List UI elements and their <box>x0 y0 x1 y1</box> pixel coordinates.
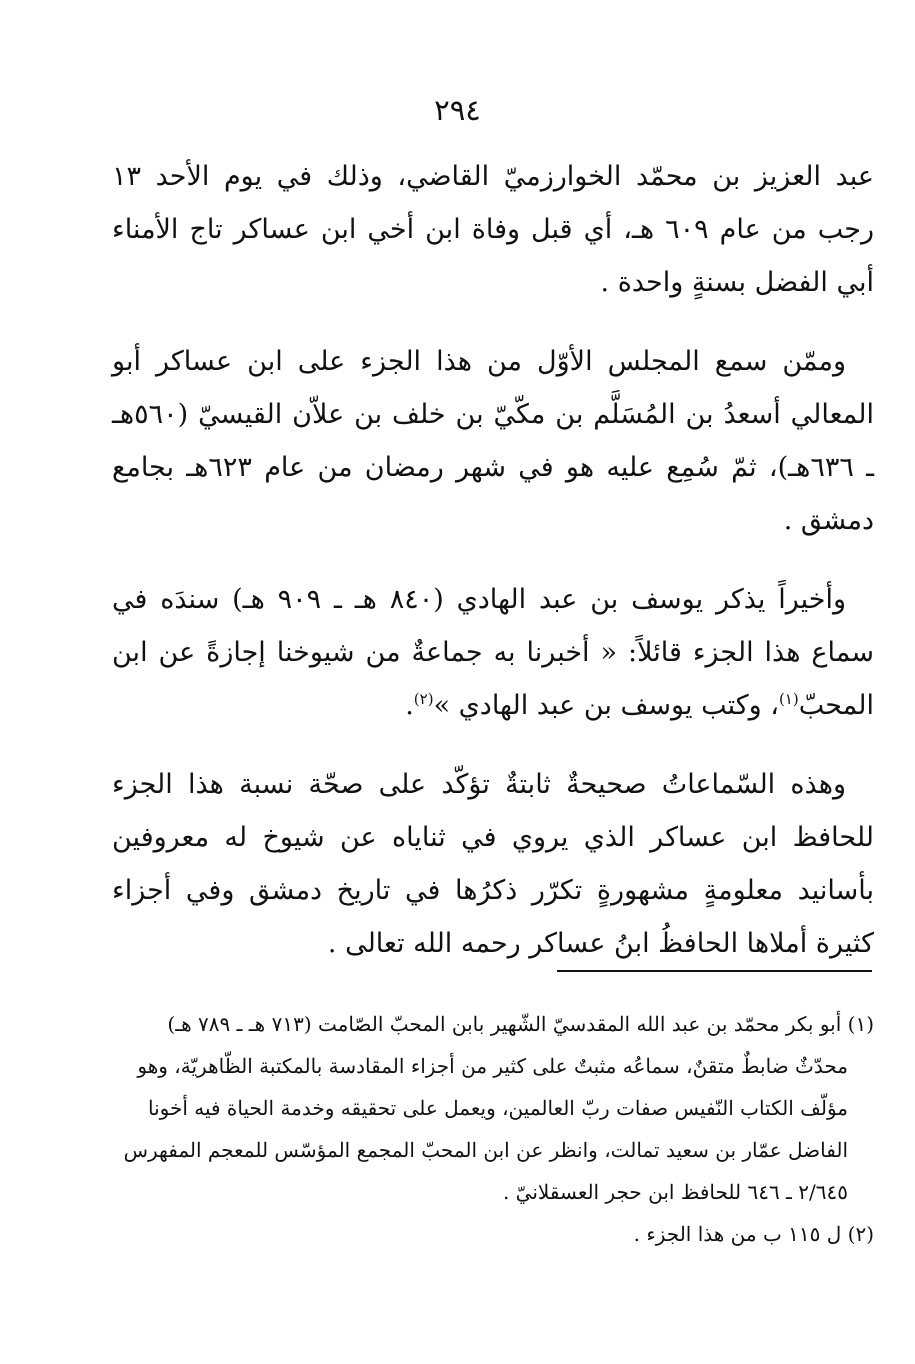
footnote-ref-1: (١) <box>778 690 799 708</box>
footnote-2: (٢) ل ١١٥ ب من هذا الجزء . <box>633 1222 874 1246</box>
paragraph-3-text-c: . <box>405 690 414 721</box>
paragraph-1: عبد العزيز بن محمّد الخوارزميّ القاضي، وذلك في يوم الأحد ١٣ رجب من عام ٦٠٩ هـ، أي قبل وفاة ابن أخي ابن عساكر تاج الأمناء أبي الفضل بسنةٍ واحدة . <box>112 161 874 298</box>
paragraph-3-text-b: ، وكتب يوسف بن عبد الهادي » <box>433 690 779 721</box>
footnotes <box>112 1003 874 1255</box>
paragraph-3 <box>112 573 874 732</box>
footnote-1-line-5: ٢/٦٤٥ ـ ٦٤٦ للحافظ ابن حجر العسقلانيّ . <box>502 1180 848 1204</box>
page-number: ٢٩٤ <box>434 93 481 127</box>
footnote-1-line-2: محدّثٌ ضابطٌ متقنٌ، سماعُه مثبتٌ على كثير من أجزاء المقادسة بالمكتبة الظّاهريّة، وهو <box>137 1054 848 1078</box>
paragraph-4: وهذه السّماعاتُ صحيحةٌ ثابتةٌ تؤكّد على صحّة نسبة هذا الجزء للحافظ ابن عساكر الذي يروي في ثناياه عن شيوخ له معروفين بأسانيد معلومةٍ مشهورةٍ تكرّر ذكرُها في تاريخ دمشق وفي أجزاء كثيرة أملاها الحافظُ ابنُ عساكر رحمه الله تعالى . <box>112 769 874 959</box>
footnote-1-line-4: الفاضل عمّار بن سعيد تمالت، وانظر عن ابن المحبّ المجمع المؤسّس للمعجم المفهرس <box>123 1138 848 1162</box>
footnote-1-line-1: (١) أبو بكر محمّد بن عبد الله المقدسيّ الشّهير بابن المحبّ الصّامت (٧١٣ هـ ـ ٧٨٩ هـ) <box>167 1012 874 1036</box>
paragraph-2: وممّن سمع المجلس الأوّل من هذا الجزء على ابن عساكر أبو المعالي أسعدُ بن المُسَلَّم بن مكّيّ بن خلف بن علاّن القيسيّ (٥٦٠هـ ـ ٦٣٦هـ)، ثمّ سُمِع عليه هو في شهر رمضان من عام ٦٢٣هـ بجامع دمشق . <box>112 346 874 536</box>
footnote-1 <box>112 1003 874 1213</box>
main-text <box>112 150 874 996</box>
footnote-1-line-3: مؤلّف الكتاب النّفيس صفات ربّ العالمين، ويعمل على تحقيقه وخدمة الحياة فيه أخونا <box>147 1096 848 1120</box>
footnote-ref-2: (٢) <box>413 690 434 708</box>
paragraph-3-text-a: وأخيراً يذكر يوسف بن عبد الهادي (٨٤٠ هـ ـ ٩٠٩ هـ) سندَه في سماع هذا الجزء قائلاً: « أخبرنا به جماعةٌ من شيوخنا إجازةً عن ابن المحبّ <box>112 584 874 721</box>
footnote-divider <box>557 970 872 972</box>
